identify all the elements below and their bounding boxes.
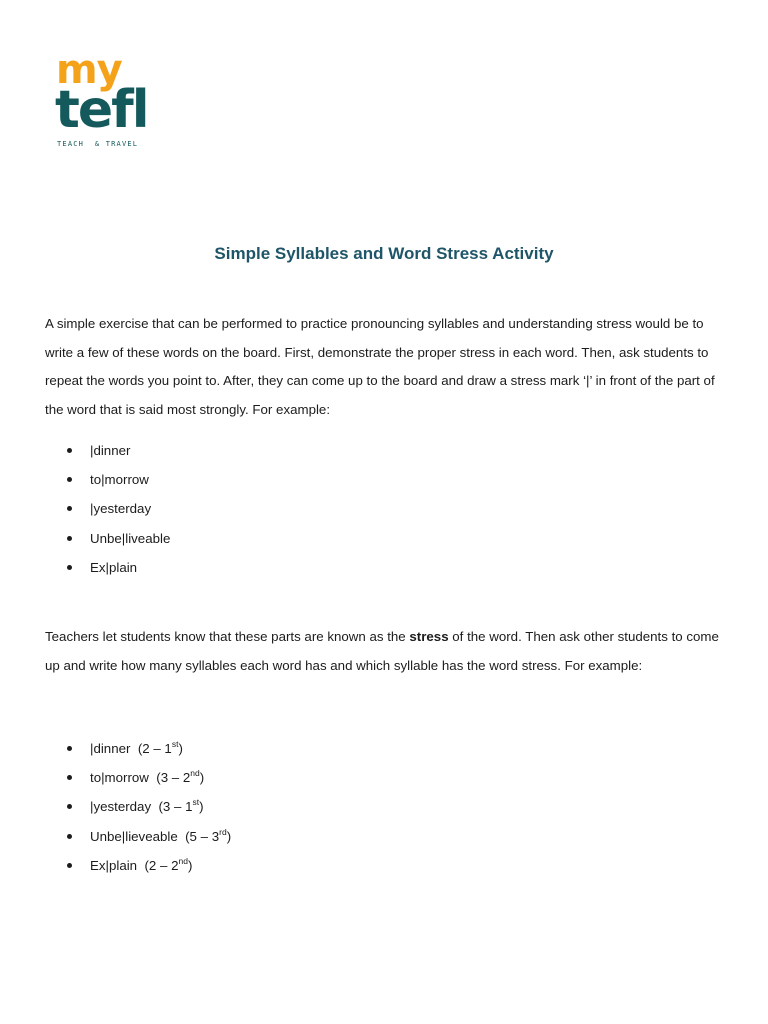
list-item-text: |dinner (90, 443, 131, 458)
page-title: Simple Syllables and Word Stress Activity (214, 244, 554, 263)
list-item-word: |dinner (90, 741, 138, 756)
list-item (45, 794, 231, 823)
list-item-close: ) (199, 799, 204, 815)
bullet-icon (67, 834, 72, 839)
list-item-text: Ex|plain (90, 559, 138, 575)
list-item-text: Unbe|liveable (90, 530, 171, 546)
logo-my-text: my (56, 47, 122, 93)
list-item-close: ) (199, 770, 205, 786)
bullet-icon (67, 863, 72, 868)
stress-bold-word: stress (409, 629, 449, 644)
list-item-ordinal: nd (190, 768, 200, 779)
list-item-count: (3 – 2 (156, 770, 191, 786)
bullet-icon (67, 804, 72, 809)
list-item-close: ) (178, 741, 183, 756)
list-item-count: (2 – 2 (144, 857, 179, 873)
bullet-icon (67, 565, 72, 570)
bullet-icon (67, 448, 72, 453)
paragraph-text-after: of the word. Then ask other students to come up and write how many syllables each word has and which syllable has the word stress. For example: (45, 629, 719, 673)
list-item-close: ) (187, 857, 193, 873)
paragraph-text-before: Teachers let students know that these parts are known as the (45, 629, 410, 644)
mytefl-logo (55, 47, 166, 150)
list-item (45, 555, 170, 584)
list-item (45, 467, 170, 496)
list-item-text: |yesterday (90, 501, 152, 517)
bullet-icon (67, 775, 72, 780)
list-item-count: (3 – 1 (158, 799, 193, 815)
list-item-word: Unbe|lieveable (90, 828, 186, 844)
list-item (45, 765, 231, 794)
list-item-text: to|morrow (90, 472, 149, 488)
bullet-icon (67, 746, 72, 751)
list-item (45, 736, 231, 765)
list-item-word: |yesterday (90, 799, 159, 815)
list-item (45, 496, 170, 525)
list-item (45, 438, 170, 467)
list-item (45, 526, 170, 555)
bullet-icon (67, 536, 72, 541)
bullet-icon (67, 506, 72, 511)
list-item-word: Ex|plain (90, 857, 145, 873)
list-item (45, 853, 231, 882)
list-item-ordinal: rd (219, 826, 227, 837)
list-item-ordinal: nd (178, 855, 188, 866)
stress-example-list (45, 438, 170, 584)
list-item-close: ) (226, 828, 232, 844)
list-item-ordinal: st (171, 739, 179, 749)
syllable-example-list (45, 736, 231, 882)
list-item-count: (2 – 1 (137, 741, 172, 756)
stress-explanation-paragraph (45, 623, 725, 680)
list-item (45, 824, 231, 853)
logo-tagline: TEACH & TRAVEL (57, 140, 139, 148)
list-item-word: to|morrow (90, 770, 157, 786)
list-item-count: (5 – 3 (185, 828, 220, 844)
logo-tefl-text: tefl (55, 80, 148, 140)
list-item-ordinal: st (192, 797, 200, 808)
bullet-icon (67, 477, 72, 482)
intro-paragraph: A simple exercise that can be performed to practice pronouncing syllables and understanding stress would be to write a few of these words on the board. First, demonstrate the proper stress in each word. Then, ask students to repeat the words you point to. After, they can come up to the board and draw a stress mark ‘|’ in front of the part of the word that is said most strongly. For example: (45, 316, 715, 417)
